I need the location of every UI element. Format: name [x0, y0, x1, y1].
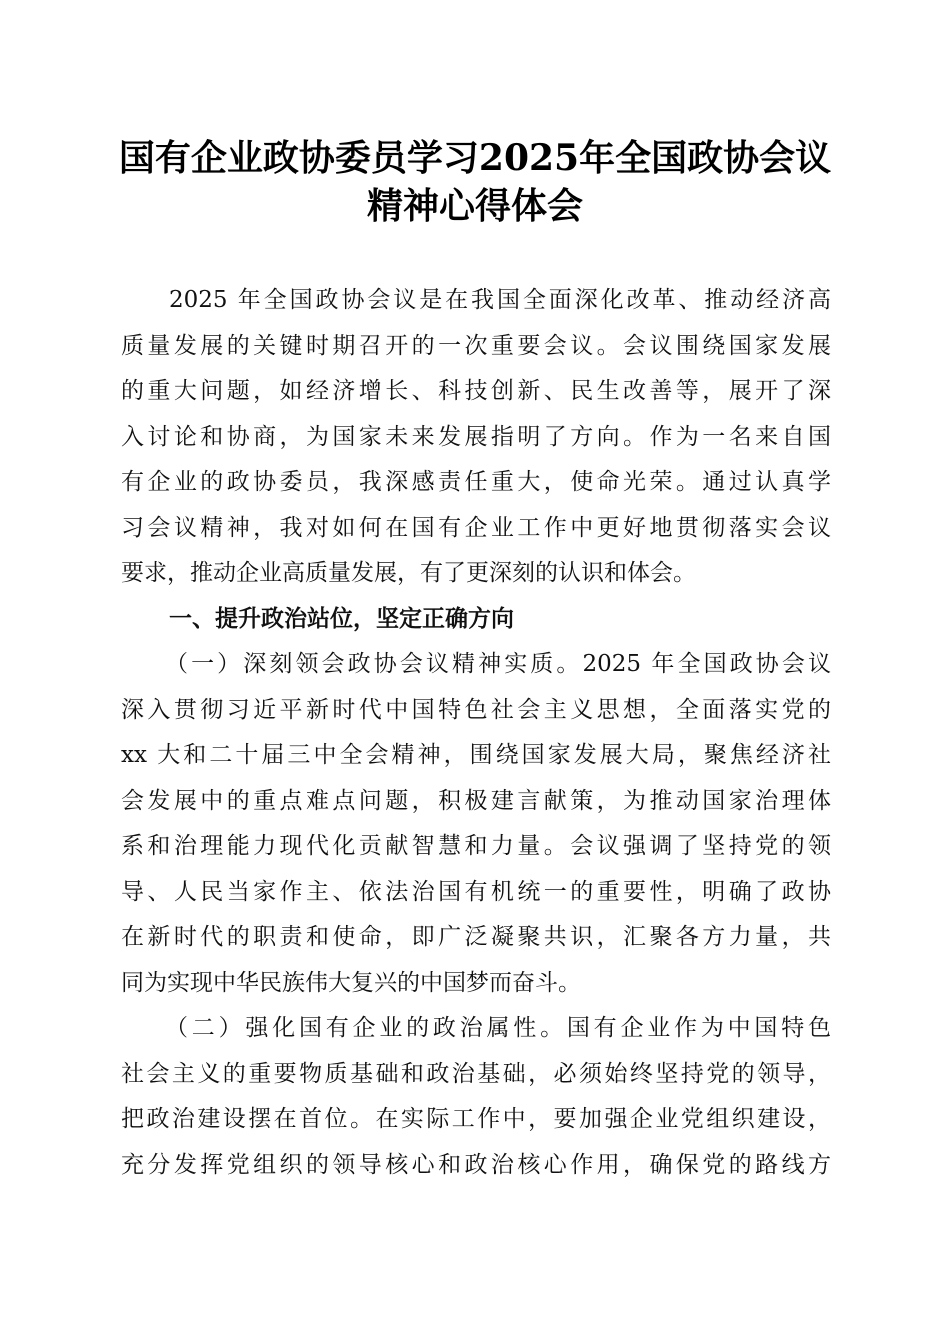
- paragraph-2-line: 在新时代的职责和使命，即广泛凝聚共识，汇聚各方力量，共: [121, 924, 831, 950]
- paragraph-2-line: 会发展中的重点难点问题，积极建言献策，为推动国家治理体: [121, 787, 831, 814]
- paragraph-2-line: xx 大和二十届三中全会精神，围绕国家发展大局，聚焦经济社: [121, 742, 831, 768]
- document-body: [121, 278, 831, 1188]
- paragraph-1-line: 习会议精神，我对如何在国有企业工作中更好地贯彻落实会议: [121, 514, 831, 541]
- paragraph-1-line: 有企业的政协委员，我深感责任重大，使命光荣。通过认真学: [121, 469, 831, 495]
- paragraph-3-line: （二）强化国有企业的政治属性。国有企业作为中国特色: [165, 1015, 831, 1041]
- paragraph-2-line: 导、人民当家作主、依法治国有机统一的重要性，明确了政协: [121, 878, 831, 905]
- section-heading-1: 一、提升政治站位，坚定正确方向: [169, 605, 514, 632]
- document-title-line-1: 国有企业政协委员学习2025年全国政协会议: [118, 137, 832, 179]
- document-title-line-2: 精神心得体会: [366, 185, 583, 227]
- paragraph-2-line: 深入贯彻习近平新时代中国特色社会主义思想，全面落实党的: [121, 696, 831, 723]
- paragraph-1-line: 2025 年全国政协会议是在我国全面深化改革、推动经济高: [169, 287, 831, 313]
- paragraph-2-line: 系和治理能力现代化贡献智慧和力量。会议强调了坚持党的领: [121, 833, 831, 859]
- paragraph-2-line: （一）深刻领会政协会议精神实质。2025 年全国政协会议: [165, 651, 831, 677]
- paragraph-3-line: 社会主义的重要物质基础和政治基础，必须始终坚持党的领导，: [121, 1060, 831, 1087]
- paragraph-1-line: 入讨论和协商，为国家未来发展指明了方向。作为一名来自国: [121, 423, 831, 450]
- paragraph-3-line: 充分发挥党组织的领导核心和政治核心作用，确保党的路线方: [121, 1151, 831, 1178]
- paragraph-2-line: 同为实现中华民族伟大复兴的中国梦而奋斗。: [121, 969, 581, 996]
- paragraph-1-line: 的重大问题，如经济增长、科技创新、民生改善等，展开了深: [121, 378, 831, 404]
- paragraph-1-line: 质量发展的关键时期召开的一次重要会议。会议围绕国家发展: [121, 332, 831, 359]
- paragraph-1-line: 要求，推动企业高质量发展，有了更深刻的认识和体会。: [121, 560, 696, 586]
- paragraph-3-line: 把政治建设摆在首位。在实际工作中，要加强企业党组织建设，: [121, 1106, 831, 1132]
